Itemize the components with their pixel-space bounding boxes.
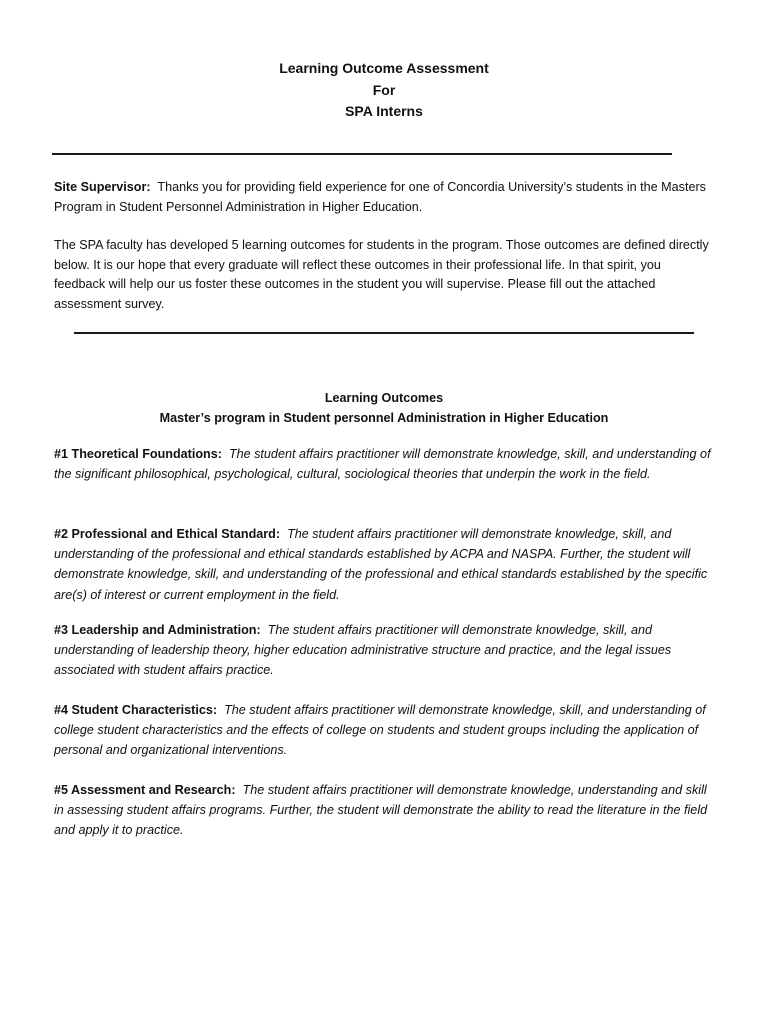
outcome-item-5 — [54, 780, 716, 841]
title-line-3: SPA Interns — [345, 103, 423, 119]
intro-label: Site Supervisor: — [54, 180, 151, 194]
outcomes-heading — [0, 388, 768, 428]
outcome-item-1 — [54, 444, 716, 484]
outcome-label: #5 Assessment and Research: — [54, 783, 236, 797]
outcome-label: #1 Theoretical Foundations: — [54, 447, 222, 461]
outcomes-heading-line-1: Learning Outcomes — [324, 391, 444, 405]
title-line-1: Learning Outcome Assessment — [279, 60, 489, 76]
outcome-item-3 — [54, 620, 716, 681]
outcome-label: #3 Leadership and Administration: — [54, 623, 261, 637]
outcome-label: #2 Professional and Ethical Standard: — [54, 527, 281, 541]
middle-divider — [74, 332, 694, 334]
title-line-2: For — [372, 81, 396, 98]
outcome-text: The student affairs practitioner will demonstrate knowledge, skill, and understanding of leadership theory, higher education administrative structure and practice, and the legal issues associated with student affairs practice. — [54, 623, 672, 678]
outcome-text: The student affairs practitioner will demonstrate knowledge, understanding and skill in assessing student affairs programs. Further, the student will demonstrate the ability to read the literature in the field and apply it to practice. — [54, 783, 708, 838]
intro-paragraph — [54, 178, 714, 217]
outcome-text: The student affairs practitioner will demonstrate knowledge, skill, and understanding of college student characteristics and the effects of college on students and student groups including the application of personal and organizational interventions. — [54, 703, 706, 758]
top-divider — [52, 153, 672, 155]
faculty-paragraph: The SPA faculty has developed 5 learning outcomes for students in the program. Those outcomes are defined directly below. It is our hope that every graduate will reflect these outcomes in their professional life. In that spirit, you feedback will help our us foster these outcomes in the student you will supervise. Please fill out the attached assessment survey. — [54, 238, 709, 311]
outcome-item-2 — [54, 524, 716, 605]
document-title — [0, 58, 768, 123]
outcome-text: The student affairs practitioner will demonstrate knowledge, skill, and understanding of the significant philosophical, psychological, cultural, sociological theories that underpin the work in the field. — [54, 447, 711, 482]
outcome-item-4 — [54, 700, 716, 761]
intro-text: Thanks you for providing field experience for one of Concordia University’s students in the Masters Program in Student Personnel Administration in Higher Education. — [54, 180, 706, 214]
outcomes-heading-line-2: Master’s program in Student personnel Administration in Higher Education — [159, 411, 609, 425]
outcome-label: #4 Student Characteristics: — [54, 703, 218, 717]
outcome-text: The student affairs practitioner will demonstrate knowledge, skill, and understanding of the professional and ethical standards established by ACPA and NASPA. Further, the student will demonstrate knowledge, skill, and understanding of the professional and ethical standards established by the specific are(s) of interest or current employment in the field. — [54, 527, 708, 602]
